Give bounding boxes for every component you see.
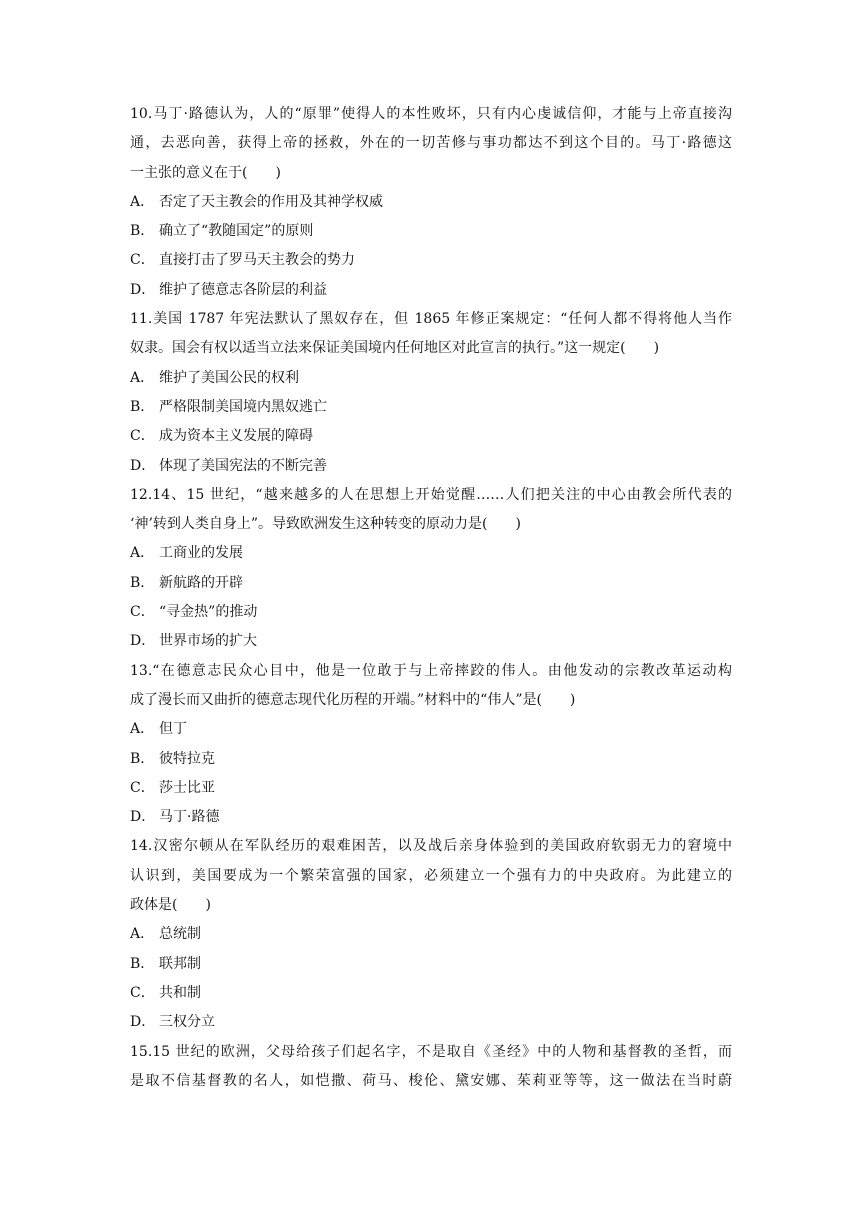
option-text: 成为资本主义发展的障碍	[159, 428, 313, 445]
option-letter: B．	[130, 223, 155, 240]
answer-option-d	[130, 803, 732, 832]
question-stem-line: 10.马丁·路德认为，人的“原罪”使得人的本性败坏，只有内心虔诚信仰，才能与上帝直接沟	[130, 106, 732, 122]
answer-option-c	[130, 774, 732, 803]
answer-option-b	[130, 745, 732, 774]
answer-option-c	[130, 422, 732, 451]
question-stem-line: 通，去恶向善，获得上帝的拯救，外在的一切苦修与事功都达不到这个目的。马丁·路德这	[130, 135, 732, 152]
option-text: 确立了“教随国定”的原则	[159, 223, 314, 240]
question-stem-line: 成了漫长而又曲折的德意志现代化历程的开端。”材料中的“伟人”是( )	[130, 691, 576, 708]
question-stem-line: 一主张的意义在于( )	[130, 164, 281, 181]
option-letter: D．	[130, 633, 156, 650]
option-letter: C．	[130, 604, 155, 621]
answer-option-c	[130, 246, 732, 275]
option-letter: B．	[130, 398, 155, 415]
option-text: 否定了天主教会的作用及其神学权威	[159, 193, 383, 210]
option-letter: A．	[130, 721, 155, 738]
answer-option-b	[130, 950, 732, 979]
question-stem-line: ‘神’转到人类自身上”。导致欧洲发生这种转变的原动力是( )	[130, 516, 521, 533]
answer-option-b	[130, 217, 732, 246]
option-text: 新航路的开辟	[159, 574, 243, 591]
question-13	[130, 657, 732, 833]
answer-option-c	[130, 598, 732, 627]
option-text: 三权分立	[159, 1014, 215, 1031]
option-text: 马丁·路德	[159, 809, 220, 826]
option-letter: C．	[130, 428, 155, 445]
option-text: 工商业的发展	[159, 545, 243, 562]
question-12	[130, 481, 732, 657]
option-text: 共和制	[159, 984, 201, 1001]
question-15	[130, 1038, 732, 1097]
question-stem-line: 政体是( )	[130, 897, 211, 914]
answer-option-b	[130, 569, 732, 598]
option-letter: A．	[130, 193, 155, 210]
option-letter: A．	[130, 369, 155, 386]
answer-option-a	[130, 364, 732, 393]
option-text: 莎士比亚	[159, 779, 215, 796]
option-letter: B．	[130, 955, 155, 972]
question-stem-line: 15.15 世纪的欧洲，父母给孩子们起名字，不是取自《圣经》中的人物和基督教的圣哲，而	[130, 1043, 732, 1060]
option-letter: D．	[130, 281, 156, 298]
option-text: 体现了美国宪法的不断完善	[159, 457, 327, 474]
option-text: 维护了德意志各阶层的利益	[159, 281, 327, 298]
option-text: 维护了美国公民的权利	[159, 369, 299, 386]
question-stem-line: 奴隶。国会有权以适当立法来保证美国境内任何地区对此宣言的执行。”这一规定( )	[130, 340, 660, 357]
option-text: 彼特拉克	[159, 750, 215, 767]
answer-option-d	[130, 276, 732, 305]
option-text: 但丁	[159, 721, 187, 738]
answer-option-a	[130, 920, 732, 949]
question-list	[130, 100, 732, 1096]
option-text: 总统制	[159, 926, 201, 943]
question-stem-line: 12.14、15 世纪，“越来越多的人在思想上开始觉醒……人们把关注的中心由教会所代表的	[130, 486, 732, 503]
option-text: 直接打击了罗马天主教会的势力	[159, 252, 355, 269]
answer-option-a	[130, 715, 732, 744]
answer-option-a	[130, 188, 732, 217]
option-text: 严格限制美国境内黑奴逃亡	[159, 398, 327, 415]
answer-option-d	[130, 627, 732, 656]
option-text: 联邦制	[159, 955, 201, 972]
option-text: “寻金热”的推动	[159, 604, 258, 621]
option-letter: D．	[130, 1014, 156, 1031]
option-letter: D．	[130, 457, 156, 474]
option-letter: D．	[130, 809, 156, 826]
option-letter: C．	[130, 984, 155, 1001]
answer-option-c	[130, 979, 732, 1008]
question-stem-line: 认识到，美国要成为一个繁荣富强的国家，必须建立一个强有力的中央政府。为此建立的	[130, 867, 732, 884]
option-letter: B．	[130, 750, 155, 767]
question-10	[130, 100, 732, 305]
answer-option-d	[130, 1008, 732, 1037]
question-stem-line: 14.汉密尔顿从在军队经历的艰难困苦，以及战后亲身体验到的美国政府软弱无力的窘境中	[130, 838, 732, 855]
option-text: 世界市场的扩大	[159, 633, 257, 650]
question-stem-line: 11.美国 1787 年宪法默认了黑奴存在，但 1865 年修正案规定：“任何人都不得将他人当作	[130, 311, 732, 328]
option-letter: B．	[130, 574, 155, 591]
question-stem-line: 是取不信基督教的名人，如恺撒、荷马、梭伦、黛安娜、茱莉亚等等，这一做法在当时蔚	[130, 1072, 732, 1089]
option-letter: C．	[130, 779, 155, 796]
question-stem-line: 13.“在德意志民众心目中，他是一位敢于与上帝摔跤的伟人。由他发动的宗教改革运动构	[130, 662, 732, 679]
option-letter: A．	[130, 926, 155, 943]
option-letter: C．	[130, 252, 155, 269]
option-letter: A．	[130, 545, 155, 562]
question-14	[130, 832, 732, 1037]
answer-option-d	[130, 452, 732, 481]
answer-option-a	[130, 539, 732, 568]
question-11	[130, 305, 732, 481]
answer-option-b	[130, 393, 732, 422]
